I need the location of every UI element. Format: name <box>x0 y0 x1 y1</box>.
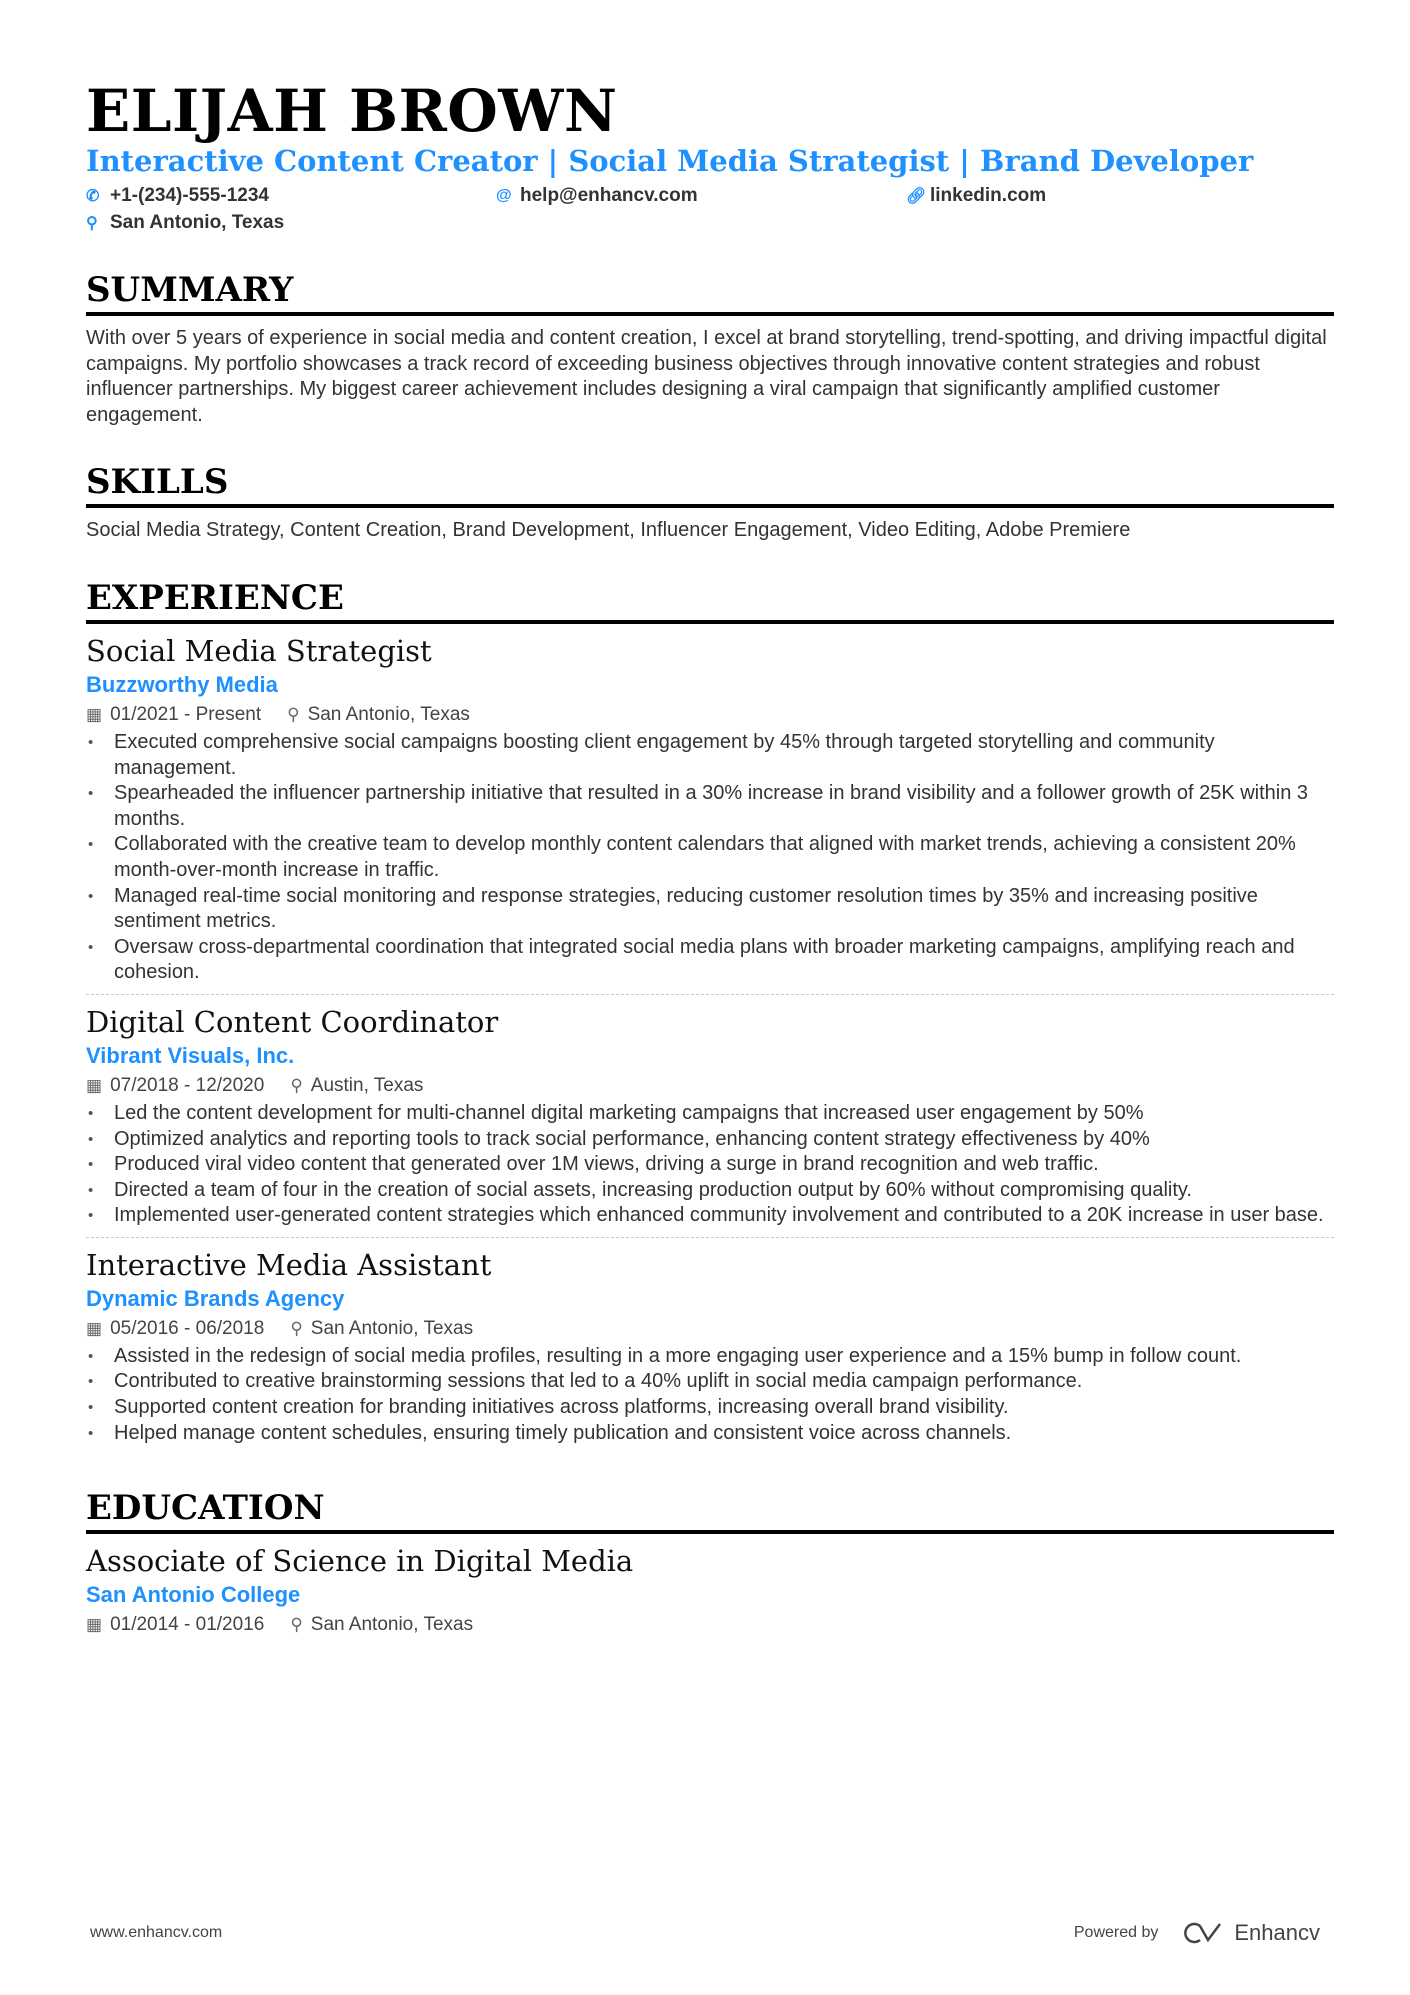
email-link[interactable]: help@enhancv.com <box>520 184 698 206</box>
bullet-list <box>86 730 1334 986</box>
location: San Antonio, Texas <box>310 1614 474 1636</box>
bullet-item: • Implemented user-generated content strategies which enhanced community involvement and contributed to a 20K increase in user base. <box>86 1203 1334 1229</box>
bullet-list <box>86 1344 1334 1446</box>
skills-section <box>86 462 1334 544</box>
education-entry <box>86 1534 1334 1648</box>
contact-info <box>86 182 1334 236</box>
location-pin-icon: ⚲ <box>290 1615 303 1635</box>
calendar-icon: ▦ <box>86 1318 103 1338</box>
experience-entry <box>86 1237 1334 1454</box>
contact-link[interactable] <box>906 182 1316 209</box>
bullet-item: • Optimized analytics and reporting tools to track social performance, enhancing content strategy effectiveness by 40% <box>86 1127 1334 1153</box>
brand-logo <box>1180 1920 1320 1946</box>
location: San Antonio, Texas <box>310 1317 474 1339</box>
resume <box>86 78 1334 1648</box>
bullet-item: • Contributed to creative brainstorming sessions that led to a 40% uplift in social media campaign performance. <box>86 1369 1334 1395</box>
job-title: Digital Content Coordinator <box>86 1004 499 1039</box>
contact-location <box>86 209 496 236</box>
bullet-item: • Directed a team of four in the creation of social assets, increasing production output by 60% without compromising quality. <box>86 1178 1334 1204</box>
brand-name: Enhancv <box>1234 1920 1320 1945</box>
bullet-item: • Collaborated with the creative team to develop monthly content calendars that aligned with market trends, achieving a consistent 20% month-over-month increase in traffic. <box>86 832 1334 883</box>
calendar-icon: ▦ <box>86 704 103 724</box>
bullet-item: • Assisted in the redesign of social media profiles, resulting in a more engaging user experience and a 15% bump in follow count. <box>86 1344 1334 1370</box>
candidate-headline: Interactive Content Creator | Social Media Strategist | Brand Developer <box>86 144 1254 178</box>
skills-text: Social Media Strategy, Content Creation, Brand Development, Influencer Engagement, Video Editing, Adobe Premiere <box>86 519 1131 542</box>
location-pin-icon: ⚲ <box>290 1075 303 1095</box>
footer-website[interactable]: www.enhancv.com <box>90 1924 223 1941</box>
phone-icon: ✆ <box>86 187 100 205</box>
candidate-name: ELIJAH BROWN <box>86 77 618 145</box>
education-section <box>86 1488 1334 1648</box>
company-name: Buzzworthy Media <box>86 671 278 697</box>
bullet-list <box>86 1101 1334 1229</box>
link-icon: 🔗︎ <box>906 187 927 205</box>
education-meta <box>86 1610 1334 1640</box>
summary-text: With over 5 years of experience in social media and content creation, I excel at brand storytelling, trend-spotting, and driving impactful digital campaigns. My portfolio showcases a track record of exceeding business objectives through innovative content strategies and robust influencer partnerships. My biggest career achievement includes designing a viral campaign that significantly amplified customer engagement. <box>86 327 1327 426</box>
contact-email[interactable] <box>496 182 906 209</box>
footer <box>90 1920 1320 1946</box>
dates: 07/2018 - 12/2020 <box>110 1074 265 1096</box>
linkedin-link[interactable]: linkedin.com <box>930 184 1047 206</box>
bullet-item: • Executed comprehensive social campaigns boosting client engagement by 45% through targeted storytelling and community management. <box>86 730 1334 781</box>
location: San Antonio, Texas <box>307 703 470 725</box>
section-title: EDUCATION <box>86 1488 1334 1534</box>
job-title: Interactive Media Assistant <box>86 1247 492 1282</box>
job-meta <box>86 1071 1334 1101</box>
powered-by <box>1074 1920 1320 1946</box>
experience-entry <box>86 994 1334 1237</box>
school: San Antonio College <box>86 1582 301 1608</box>
section-title: EXPERIENCE <box>86 578 1334 624</box>
calendar-icon: ▦ <box>86 1615 103 1635</box>
dates: 05/2016 - 06/2018 <box>110 1317 265 1339</box>
location-pin-icon: ⚲ <box>86 214 98 232</box>
enhancv-logo-icon <box>1180 1920 1226 1946</box>
location-pin-icon: ⚲ <box>290 1318 303 1338</box>
location-pin-icon: ⚲ <box>287 704 300 724</box>
calendar-icon: ▦ <box>86 1075 103 1095</box>
degree: Associate of Science in Digital Media <box>86 1544 634 1579</box>
powered-by-text: Powered by <box>1073 1924 1159 1941</box>
contact-phone <box>86 182 496 209</box>
dates: 01/2021 - Present <box>110 703 262 725</box>
location-text: San Antonio, Texas <box>110 211 285 233</box>
company-name: Vibrant Visuals, Inc. <box>86 1042 295 1068</box>
dates: 01/2014 - 01/2016 <box>110 1614 265 1636</box>
bullet-item: • Supported content creation for branding initiatives across platforms, increasing overall brand visibility. <box>86 1395 1334 1421</box>
bullet-item: • Spearheaded the influencer partnership initiative that resulted in a 30% increase in brand visibility and a follower growth of 25K within 3 months. <box>86 781 1334 832</box>
location: Austin, Texas <box>310 1074 424 1096</box>
phone-text: +1-(234)-555-1234 <box>110 184 269 206</box>
bullet-item: • Produced viral video content that generated over 1M views, driving a surge in brand recognition and web traffic. <box>86 1152 1334 1178</box>
bullet-item: • Helped manage content schedules, ensuring timely publication and consistent voice across channels. <box>86 1421 1334 1447</box>
section-title: SKILLS <box>86 462 1334 508</box>
job-meta <box>86 1314 1334 1344</box>
section-title: SUMMARY <box>86 270 1334 316</box>
at-icon: @ <box>496 186 512 204</box>
bullet-item: • Led the content development for multi-channel digital marketing campaigns that increased user engagement by 50% <box>86 1101 1334 1127</box>
bullet-item: • Oversaw cross-departmental coordination that integrated social media plans with broader marketing campaigns, amplifying reach and cohesion. <box>86 935 1334 986</box>
bullet-item: • Managed real-time social monitoring and response strategies, reducing customer resolution times by 35% and increasing positive sentiment metrics. <box>86 884 1334 935</box>
job-meta <box>86 700 1334 730</box>
job-title: Social Media Strategist <box>86 633 432 668</box>
experience-entry <box>86 624 1334 994</box>
company-name: Dynamic Brands Agency <box>86 1285 345 1311</box>
experience-section <box>86 578 1334 1454</box>
summary-section <box>86 270 1334 428</box>
